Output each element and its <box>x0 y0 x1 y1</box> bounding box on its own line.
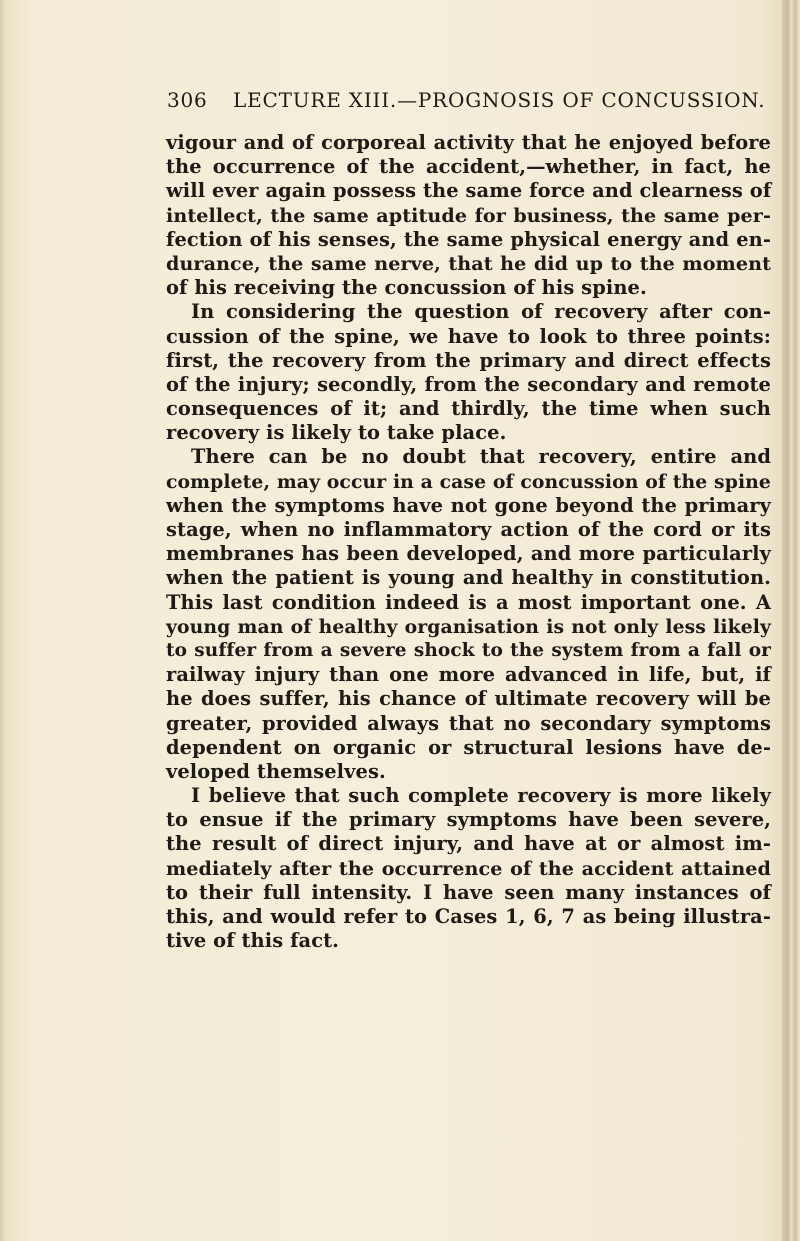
text-line: to suffer from a severe shock to the system from a fall or <box>166 639 771 661</box>
body-text <box>166 131 771 953</box>
text-line: this, and would refer to Cases 1, 6, 7 as being illustra- <box>166 905 771 928</box>
text-line: consequences of it; and thirdly, the time when such <box>166 397 771 421</box>
paragraph-first-line: In considering the question of recovery after con- <box>191 300 771 324</box>
text-line: tive of this fact. <box>166 929 340 953</box>
text-line: cussion of the spine, we have to look to three points: <box>166 324 771 348</box>
text-line: first, the recovery from the primary and direct effects <box>166 348 771 372</box>
text-line: durance, the same nerve, that he did up to the moment <box>166 251 771 275</box>
text-line: when the patient is young and healthy in constitution. <box>166 566 771 590</box>
text-line: dependent on organic or structural lesions have de- <box>166 735 771 759</box>
text-line: when the symptoms have not gone beyond the primary <box>166 493 771 517</box>
text-line: greater, provided always that no secondary symptoms <box>166 711 771 735</box>
text-line: stage, when no inflammatory action of the cord or its <box>166 518 771 541</box>
text-line: recovery is likely to take place. <box>166 421 507 445</box>
text-line: railway injury than one more advanced in life, but, if <box>166 663 771 687</box>
text-line: young man of healthy organisation is not only less likely <box>166 615 771 638</box>
paragraph-first-line: I believe that such complete recovery is more likely <box>191 784 771 808</box>
text-line: mediately after the occurrence of the accident attained <box>166 856 771 880</box>
text-line: intellect, the same aptitude for business, the same per- <box>166 203 771 227</box>
text-line: the occurrence of the accident,—whether, in fact, he <box>166 155 771 179</box>
text-line: will ever again possess the same force and clearness of <box>166 179 772 203</box>
page-right-edge <box>782 0 800 1241</box>
paragraph-first-line: There can be no doubt that recovery, entire and <box>191 445 771 469</box>
running-title: LECTURE XIII.—PROGNOSIS OF CONCUSSION. <box>233 88 766 112</box>
page-left-edge <box>0 0 6 1241</box>
text-line: fection of his senses, the same physical energy and en- <box>166 227 771 251</box>
page-number: 306 <box>167 88 208 112</box>
text-line: of his receiving the concussion of his spine. <box>166 276 647 300</box>
text-line: vigour and of corporeal activity that he enjoyed before <box>166 131 771 154</box>
text-line: membranes has been developed, and more particularly <box>166 542 771 566</box>
text-line: to their full intensity. I have seen many instances of <box>166 880 771 904</box>
text-line: This last condition indeed is a most important one. A <box>166 590 771 614</box>
text-line: of the injury; secondly, from the secondary and remote <box>166 372 771 396</box>
text-line: complete, may occur in a case of concussion of the spine <box>166 470 771 493</box>
text-line: the result of direct injury, and have at or almost im- <box>166 832 771 856</box>
running-header <box>167 88 766 118</box>
text-line: to ensue if the primary symptoms have been severe, <box>166 808 771 832</box>
text-line: he does suffer, his chance of ultimate recovery will be <box>166 687 771 711</box>
text-line: veloped themselves. <box>166 759 386 783</box>
